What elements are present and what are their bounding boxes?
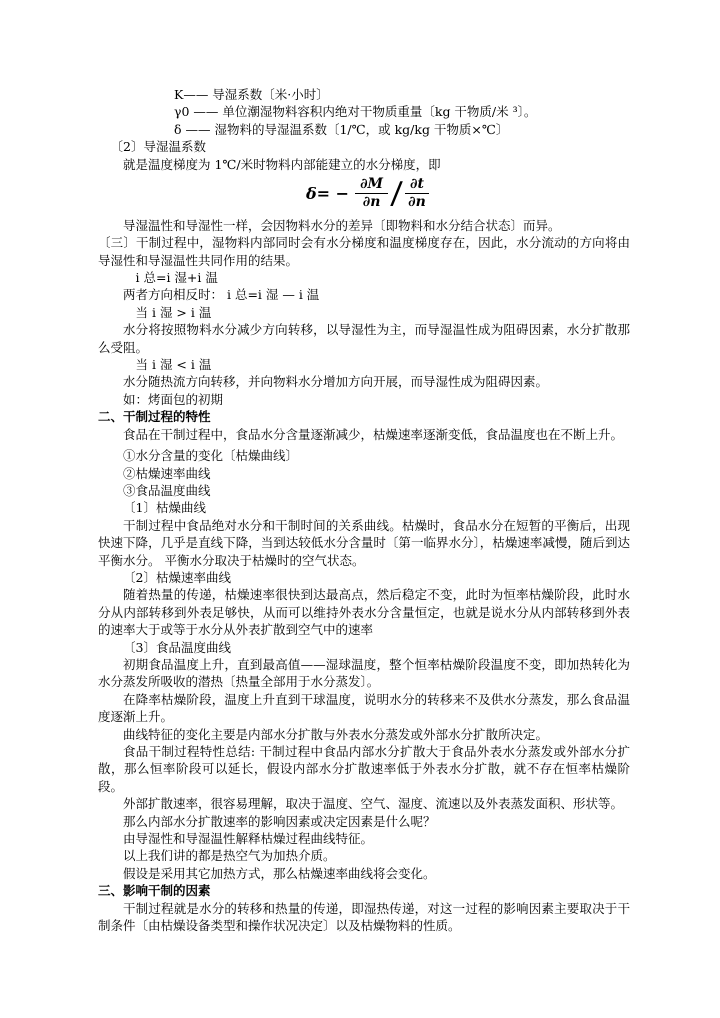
paragraph: 曲线特征的变化主要是内部水分扩散与外表水分蒸发或外部水分扩散所决定。 xyxy=(123,726,549,742)
formula-fraction-dt-dn xyxy=(405,177,429,211)
example-line: 如：烤面包的初期 xyxy=(123,391,224,407)
condition-line-less: 当 i 湿 < i 温 xyxy=(135,357,212,373)
paragraph: 以上我们讲的都是热空气为加热介质。 xyxy=(123,848,336,864)
paragraph: 干制过程就是水分的转移和热量的传递，即湿热传递，对这一过程的影响因素主要取决于干制条件〔由枯燥设备类型和操作状况决定〕以及枯燥物料的性质。 xyxy=(98,900,630,934)
condition-line-greater: 当 i 湿 > i 温 xyxy=(135,304,212,320)
formula-numerator-dt: ∂t xyxy=(405,177,429,194)
list-item-2: ②枯燥速率曲线 xyxy=(123,465,211,481)
subsection-label-curve-3: 〔3〕食品温度曲线 xyxy=(123,639,231,655)
definition-line-k: K—— 导湿系数〔米·小时〕 xyxy=(174,87,329,102)
section-heading-2: 二、干制过程的特性 xyxy=(98,409,211,425)
paragraph: 水分将按照物料水分减少方向转移，以导湿性为主，而导湿温性成为阻碍因素，水分扩散那么受阻。 xyxy=(98,322,630,355)
paragraph: 在降率枯燥阶段，温度上升直到干球温度，说明水分的转移来不及供水分蒸发，那么食品温度逐渐上升。 xyxy=(98,691,630,725)
list-item-1: ①水分含量的变化〔枯燥曲线〕 xyxy=(123,448,299,464)
equation-line-opposite: 两者方向相反时： i 总=i 湿 — i 温 xyxy=(123,287,320,303)
formula-divide-slash: / xyxy=(392,176,401,212)
paragraph: 初期食品温度上升，直到最高值——湿球温度，整个恒率枯燥阶段温度不变，即加热转化为水分蒸发所吸收的潜热〔热量全部用于水分蒸发〕。 xyxy=(98,656,630,690)
paragraph: 干制过程中食品绝对水分和干制时间的关系曲线。枯燥时，食品水分在短暂的平衡后，出现快速下降，几乎是直线下降，当到达较低水分含量时〔第一临界水分〕，枯燥速率减慢，随后到达平衡水分。 平衡水分取决于枯燥时的空气状态。 xyxy=(98,517,630,568)
list-item-3: ③食品温度曲线 xyxy=(123,482,211,498)
formula-numerator-dM: ∂M xyxy=(355,177,388,194)
paragraph: 随着热量的传递，枯燥速率很快到达最高点，然后稳定不变，此时为恒率枯燥阶段，此时水分从内部转移到外表足够快，从而可以维持外表水分含量恒定，也就是说水分从内部转移到外表的速率大于或等于水分从外表扩散到空气中的速率 xyxy=(98,587,630,638)
section-heading-3: 三、影响干制的因素 xyxy=(98,883,211,899)
paragraph: 食品干制过程特性总结: 干制过程中食品内部水分扩散大于食品外表水分蒸发或外部水分扩散，那么恒率阶段可以延长，假设内部水分扩散速率低于外表水分扩散，就不存在恒率枯燥阶段。 xyxy=(98,744,630,794)
formula-lhs: δ= − xyxy=(306,184,350,204)
definition-line-delta: δ —— 湿物料的导湿温系数〔1/℃，或 kg/kg 干物质×℃〕 xyxy=(174,121,509,137)
formula-denominator-dn: ∂n xyxy=(362,194,381,211)
subsection-label-curve-2: 〔2〕枯燥速率曲线 xyxy=(123,569,231,585)
subsection-label-2: 〔2〕导湿温系数 xyxy=(110,139,206,155)
paragraph: 食品在干制过程中，食品水分含量逐渐减少，枯燥速率逐渐变低，食品温度也在不断上升。 xyxy=(123,426,624,442)
paragraph: 导湿温性和导湿性一样，会因物料水分的差异〔即物料和水分结合状态〕而异。 xyxy=(123,217,561,233)
formula-fraction-dM-dn xyxy=(355,177,388,211)
subsection-label-curve-1: 〔1〕枯燥曲线 xyxy=(123,500,206,516)
paragraph: 就是温度梯度为 1℃/米时物料内部能建立的水分梯度，即 xyxy=(123,156,441,172)
paragraph: 那么内部水分扩散速率的影响因素或决定因素是什么呢？ xyxy=(123,813,436,829)
equation-line-total: i 总=i 湿+i 温 xyxy=(135,270,218,286)
paragraph: 〔三〕干制过程中，湿物料内部同时会有水分梯度和温度梯度存在，因此，水分流动的方向将由导湿性和导湿温性共同作用的结果。 xyxy=(98,235,630,268)
paragraph: 由导湿性和导湿温性解释枯燥过程曲线特征。 xyxy=(123,831,374,847)
definition-line-gamma: γ0 —— 单位潮湿物料容积内绝对干物质重量〔kg 干物质/米 ³〕。 xyxy=(174,104,537,120)
paragraph: 水分随热流方向转移，并向物料水分增加方向开展，而导湿性成为阻碍因素。 xyxy=(123,374,549,390)
moisture-gradient-formula xyxy=(98,177,630,211)
paragraph: 假设是采用其它加热方式，那么枯燥速率曲线将会变化。 xyxy=(123,865,436,881)
paragraph: 外部扩散速率，很容易理解，取决于温度、空气、湿度、流速以及外表蒸发面积、形状等。 xyxy=(123,796,624,812)
formula-denominator-dn2: ∂n xyxy=(408,194,426,211)
